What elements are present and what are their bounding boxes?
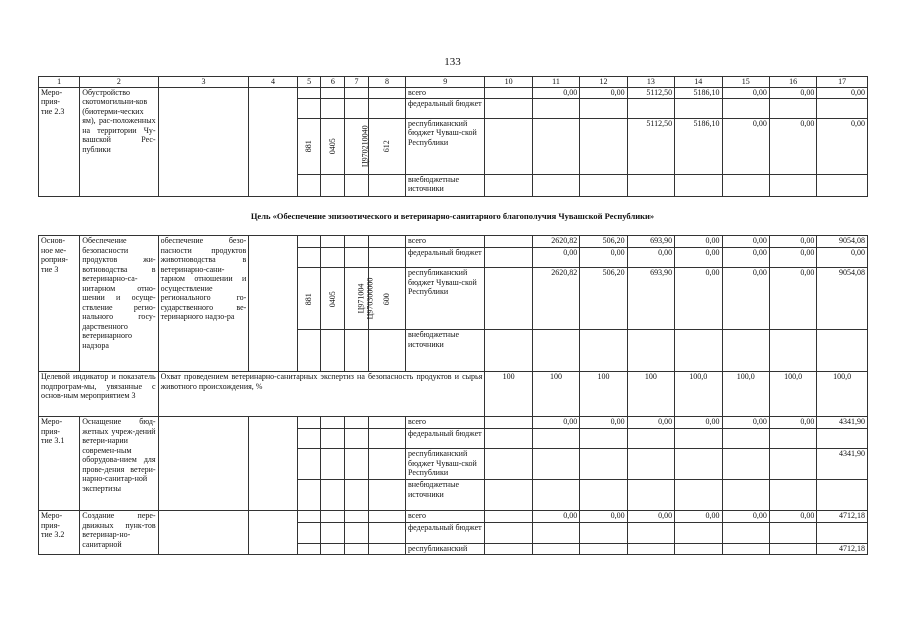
indicator-row (39, 372, 868, 417)
value-cell (532, 118, 579, 174)
source-cell: всего (406, 87, 485, 98)
table-row (39, 511, 868, 523)
program-table-top (38, 76, 868, 197)
measure-executor (249, 511, 297, 555)
measure-goal (158, 87, 249, 196)
column-number-17: 17 (817, 77, 868, 88)
value-cell: 0,00 (769, 417, 816, 429)
value-cell: 0,00 (675, 248, 722, 268)
table-row (39, 87, 868, 98)
value-cell: 100 (627, 372, 674, 417)
source-cell: федеральный бюджет (406, 248, 485, 268)
source-cell: внебюджетные источники (406, 480, 485, 511)
source-cell: всего (406, 236, 485, 248)
value-cell: 9054,08 (817, 268, 868, 330)
value-cell: 0,00 (580, 248, 627, 268)
column-number-10: 10 (485, 77, 532, 88)
value-cell: 0,00 (532, 87, 579, 98)
code-ministry: 881 (297, 118, 321, 174)
value-cell: 0,00 (769, 268, 816, 330)
measure-executor (249, 236, 297, 372)
value-cell: 0,00 (675, 268, 722, 330)
code-expense: 600 (368, 268, 405, 330)
measure-goal (158, 511, 249, 555)
source-cell: федеральный бюджет (406, 98, 485, 118)
value-cell: 0,00 (627, 417, 674, 429)
source-cell: всего (406, 417, 485, 429)
value-cell: 506,20 (580, 268, 627, 330)
value-cell: 0,00 (722, 248, 769, 268)
indicator-text: Охват проведением ветеринарно-санитарных экспертиз на безопасность продуктов и сырья животного происхождения, % (158, 372, 485, 417)
code-target: Ц970210040 (345, 118, 369, 174)
source-cell: внебюджетные источники (406, 330, 485, 372)
measure-name: Обустройство скотомогильни-ков (биотерми-ческих ям), рас-положенных на территории Чу-вашской Рес-публики (80, 87, 158, 196)
value-cell: 100 (485, 372, 532, 417)
source-cell: внебюджетные источники (406, 174, 485, 196)
value-cell (485, 236, 532, 248)
column-number-3: 3 (158, 77, 249, 88)
value-cell: 0,00 (580, 417, 627, 429)
source-cell: федеральный бюджет (406, 523, 485, 544)
code-expense: 612 (368, 118, 405, 174)
value-cell: 506,20 (580, 236, 627, 248)
column-number-1: 1 (39, 77, 80, 88)
value-cell: 0,00 (722, 511, 769, 523)
value-cell: 0,00 (817, 118, 868, 174)
value-cell: 0,00 (580, 87, 627, 98)
value-cell: 5186,10 (675, 118, 722, 174)
value-cell: 0,00 (769, 236, 816, 248)
column-number-9: 9 (406, 77, 485, 88)
source-cell: всего (406, 511, 485, 523)
value-cell: 100,0 (817, 372, 868, 417)
value-cell (485, 511, 532, 523)
measure-name: Обеспечение безопасности продуктов жи-вотноводства в ветеринарно-са-нитарном отно-шении и осуще-ствление регио-нального госу-дарственного ветеринарного надзора (80, 236, 158, 372)
value-cell (485, 268, 532, 330)
table-row (39, 236, 868, 248)
column-number-6: 6 (321, 77, 345, 88)
measure-id: Меро- прия- тие 2.3 (39, 87, 80, 196)
value-cell: 2620,82 (532, 268, 579, 330)
value-cell: 100,0 (769, 372, 816, 417)
value-cell: 0,00 (675, 511, 722, 523)
value-cell: 100,0 (722, 372, 769, 417)
indicator-label: Целевой индикатор и показатель подпрограм-мы, увязанные с основ-ным мероприятием 3 (39, 372, 159, 417)
value-cell: 0,00 (722, 118, 769, 174)
value-cell: 9054,08 (817, 236, 868, 248)
measure-goal: обеспечение безо-пасности продуктов животноводства в ветеринарно-сани-тарном отношении и осуществление регионального го-сударственного ве-теринарного надзо-ра (158, 236, 249, 372)
value-cell: 5112,50 (627, 87, 674, 98)
column-number-2: 2 (80, 77, 158, 88)
table-row (39, 417, 868, 429)
value-cell: 4712,18 (817, 544, 868, 555)
value-cell (485, 118, 532, 174)
measure-id: Меро- прия- тие 3.1 (39, 417, 80, 511)
value-cell: 2620,82 (532, 236, 579, 248)
value-cell: 100 (580, 372, 627, 417)
value-cell: 693,90 (627, 236, 674, 248)
column-number-4: 4 (249, 77, 297, 88)
source-cell: республиканский (406, 544, 485, 555)
source-cell: республиканский бюджет Чуваш-ской Республики (406, 268, 485, 330)
code-section: 0405 (321, 118, 345, 174)
value-cell: 4712,18 (817, 511, 868, 523)
value-cell: 5186,10 (675, 87, 722, 98)
column-number-5: 5 (297, 77, 321, 88)
value-cell: 0,00 (769, 87, 816, 98)
value-cell: 100 (532, 372, 579, 417)
column-number-7: 7 (345, 77, 369, 88)
measure-name: Создание пере-движных пунк-тов ветеринар-но-санитарной (80, 511, 158, 555)
value-cell: 0,00 (532, 511, 579, 523)
goal-heading: Цель «Обеспечение эпизоотического и ветеринарно-санитарного благополучия Чувашской Республики» (250, 211, 655, 221)
value-cell (485, 87, 532, 98)
source-cell: федеральный бюджет (406, 429, 485, 449)
value-cell: 0,00 (722, 268, 769, 330)
source-cell: республиканский бюджет Чуваш-ской Республики (406, 449, 485, 480)
program-table-bottom (38, 235, 868, 555)
value-cell: 4341,90 (817, 449, 868, 480)
value-cell: 0,00 (675, 236, 722, 248)
column-number-14: 14 (675, 77, 722, 88)
code-ministry: 881 (297, 268, 321, 330)
source-cell: республиканский бюджет Чуваш-ской Республики (406, 118, 485, 174)
code-cell (321, 87, 345, 98)
column-number-12: 12 (580, 77, 627, 88)
measure-id: Основ- ное ме- роприя- тие 3 (39, 236, 80, 372)
value-cell: 0,00 (769, 248, 816, 268)
column-number-11: 11 (532, 77, 579, 88)
measure-executor (249, 417, 297, 511)
page-number: 133 (444, 56, 461, 68)
column-number-15: 15 (722, 77, 769, 88)
value-cell: 100,0 (675, 372, 722, 417)
value-cell: 0,00 (627, 248, 674, 268)
value-cell: 4341,90 (817, 417, 868, 429)
value-cell: 0,00 (627, 511, 674, 523)
value-cell: 0,00 (580, 511, 627, 523)
value-cell: 0,00 (817, 248, 868, 268)
value-cell: 0,00 (532, 248, 579, 268)
value-cell: 0,00 (769, 118, 816, 174)
value-cell: 0,00 (817, 87, 868, 98)
value-cell (485, 417, 532, 429)
measure-goal (158, 417, 249, 511)
value-cell: 0,00 (675, 417, 722, 429)
measure-id: Меро- прия- тие 3.2 (39, 511, 80, 555)
measure-name: Оснащение бюд-жетных учреж-дений ветери-нарии современ-ным оборудова-нием для прове-дения ветери-нарно-санитар-ной экспертизы (80, 417, 158, 511)
value-cell (580, 118, 627, 174)
code-target: Ц971004 Ц970300000 (345, 268, 369, 330)
value-cell (485, 248, 532, 268)
value-cell: 0,00 (722, 87, 769, 98)
measure-executor (249, 87, 297, 196)
column-number-8: 8 (368, 77, 405, 88)
value-cell: 0,00 (532, 417, 579, 429)
code-cell (297, 87, 321, 98)
value-cell: 0,00 (722, 417, 769, 429)
value-cell: 0,00 (769, 511, 816, 523)
value-cell: 693,90 (627, 268, 674, 330)
value-cell: 0,00 (722, 236, 769, 248)
column-number-row (39, 77, 868, 88)
column-number-13: 13 (627, 77, 674, 88)
code-section: 0405 (321, 268, 345, 330)
value-cell: 5112,50 (627, 118, 674, 174)
code-cell (345, 87, 369, 98)
code-cell (368, 87, 405, 98)
column-number-16: 16 (769, 77, 816, 88)
